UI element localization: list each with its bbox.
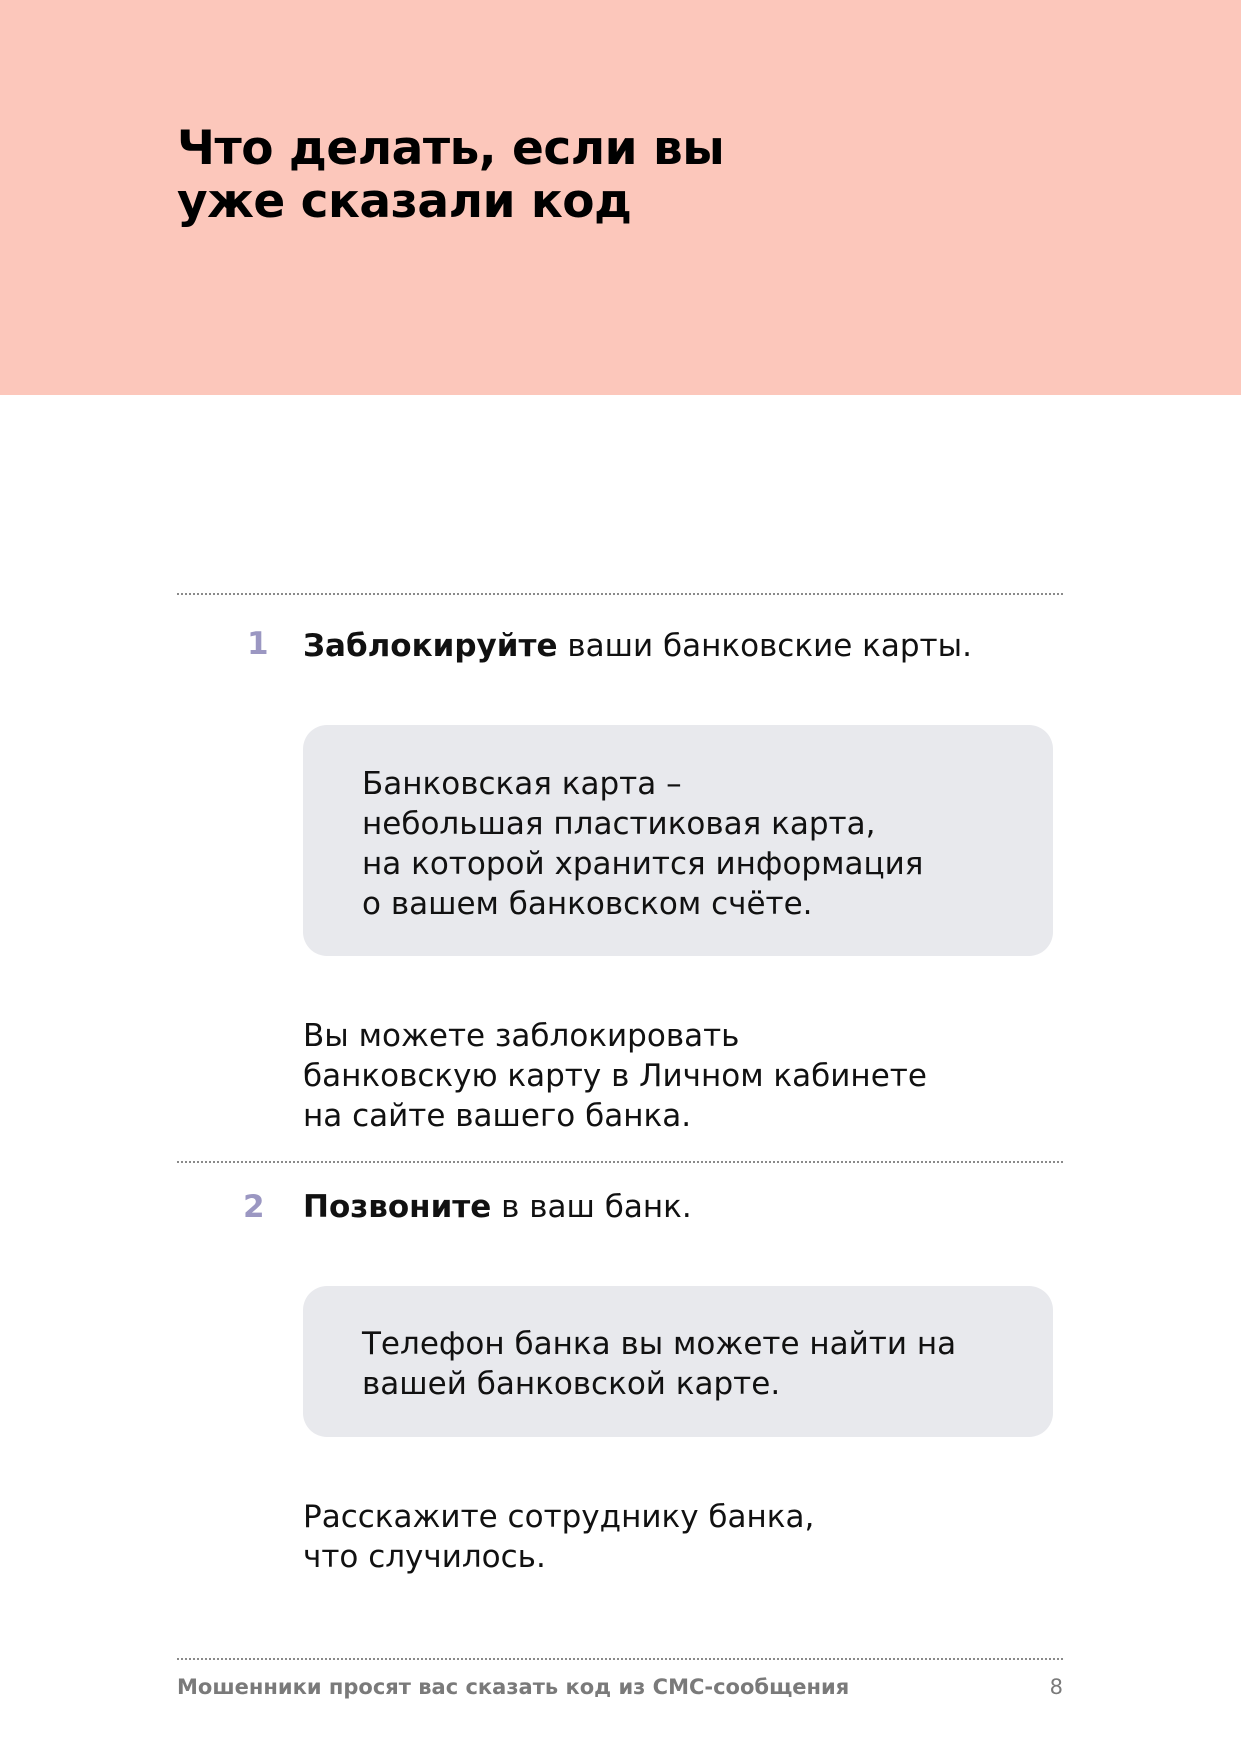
- step-1-body: [303, 1016, 1063, 1136]
- info-line: о вашем банковском счёте.: [362, 886, 813, 922]
- footer-title: Мошенники просят вас сказать код из СМС-сообщения: [177, 1675, 850, 1699]
- info-line: Банковская карта –: [362, 766, 682, 802]
- info-box-bank-phone-text: [362, 1324, 1053, 1404]
- info-line: небольшая пластиковая карта,: [362, 806, 876, 842]
- body-line: Расскажите сотруднику банка,: [303, 1499, 815, 1535]
- info-line: вашей банковской карте.: [362, 1366, 781, 1402]
- step-1-number: 1: [247, 626, 269, 662]
- dotted-divider-middle: [177, 1161, 1063, 1163]
- info-line: Телефон банка вы можете найти на: [362, 1326, 957, 1362]
- step-2-heading-rest: в ваш банк.: [491, 1189, 692, 1225]
- step-2-body: [303, 1497, 1063, 1577]
- body-line: на сайте вашего банка.: [303, 1098, 692, 1134]
- info-box-bank-phone: [303, 1286, 1053, 1437]
- body-line: банковскую карту в Личном кабинете: [303, 1058, 927, 1094]
- page-number: 8: [1049, 1675, 1063, 1699]
- step-2-heading: [303, 1188, 1063, 1226]
- body-line: что случилось.: [303, 1539, 546, 1575]
- info-line: на которой хранится информация: [362, 846, 924, 882]
- step-2-heading-bold: Позвоните: [303, 1189, 492, 1225]
- step-1-heading: [303, 627, 1063, 665]
- info-box-bank-card-text: [362, 764, 1053, 924]
- body-line: Вы можете заблокировать: [303, 1018, 740, 1054]
- step-1-heading-bold: Заблокируйте: [303, 628, 558, 664]
- step-2-number: 2: [243, 1189, 265, 1225]
- dotted-divider-top: [177, 593, 1063, 595]
- step-1-heading-rest: ваши банковские карты.: [557, 628, 972, 664]
- dotted-divider-footer: [177, 1658, 1063, 1660]
- info-box-bank-card: [303, 725, 1053, 956]
- page-title-line-1: Что делать, если вы: [177, 121, 725, 176]
- header-band: [0, 0, 1241, 395]
- page-title-line-2: уже сказали код: [177, 174, 632, 229]
- page-title: [177, 122, 877, 228]
